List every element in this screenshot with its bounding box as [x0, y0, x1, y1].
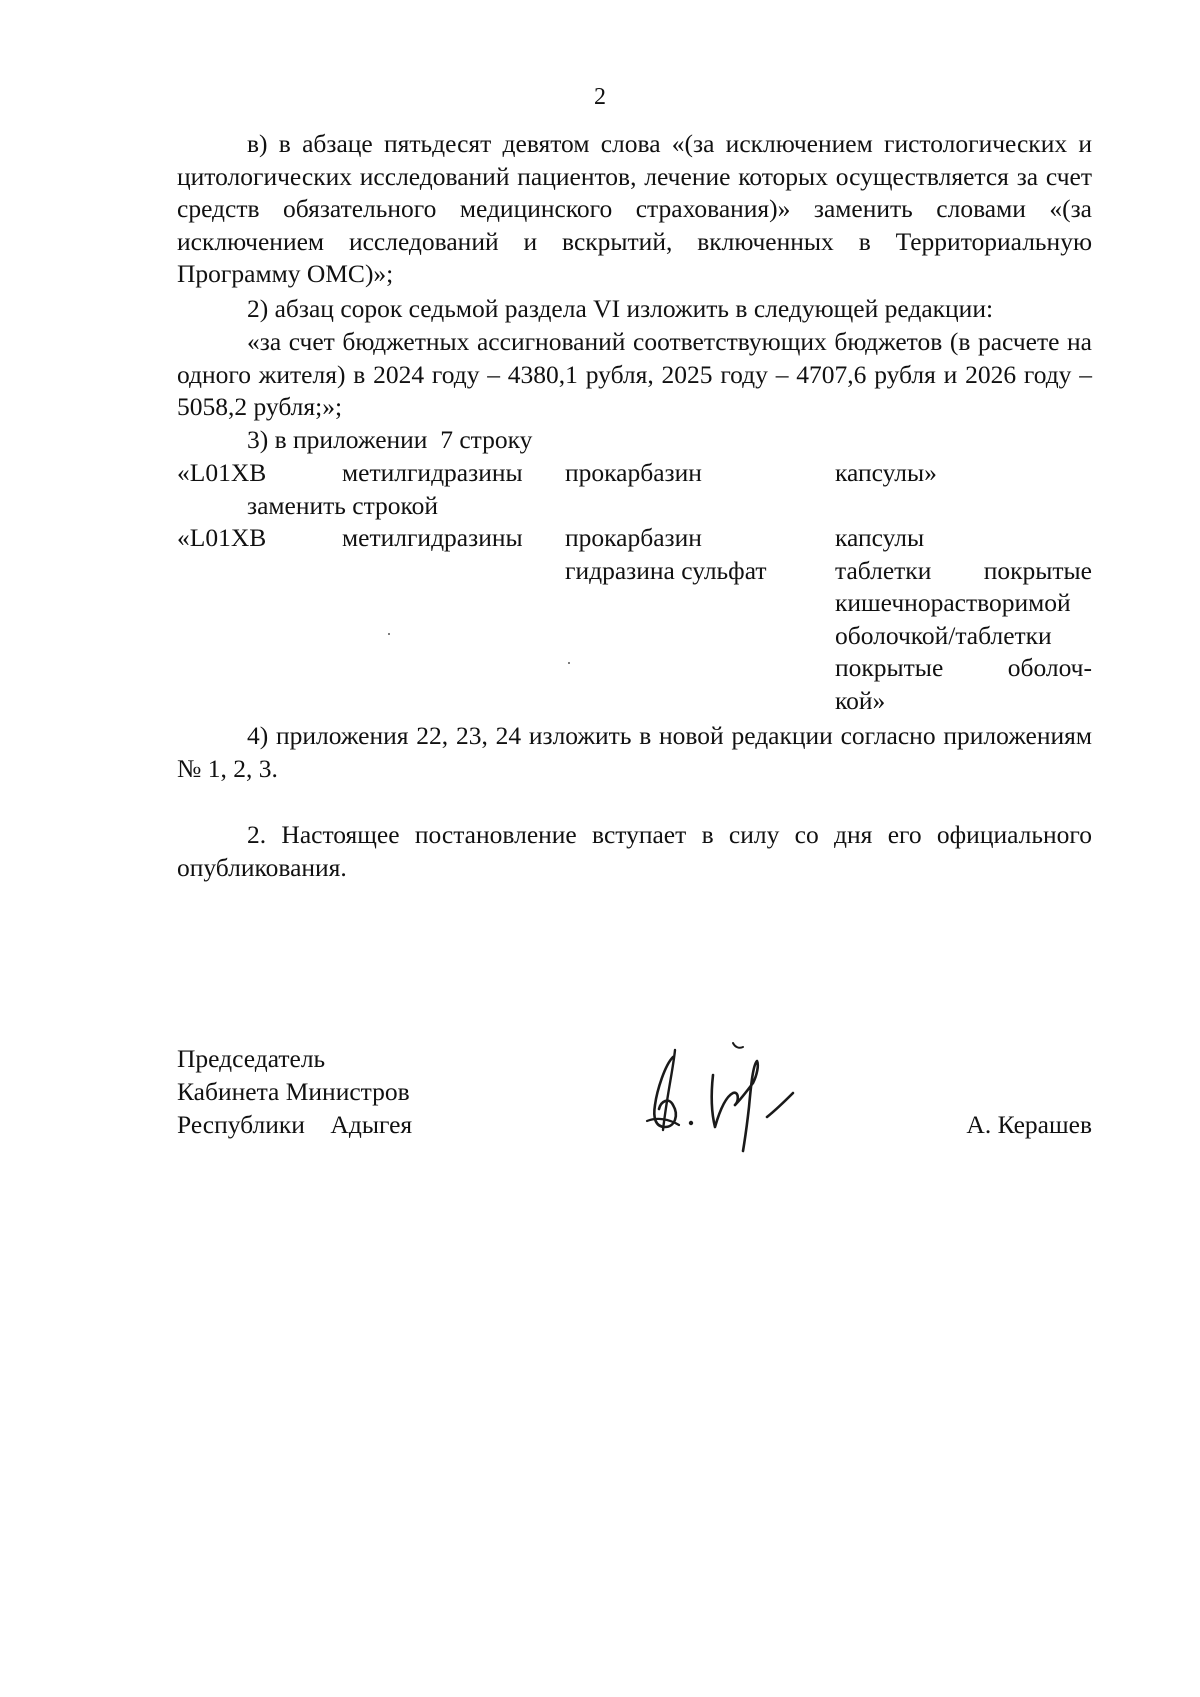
new-table-row: [177, 522, 1092, 722]
replace-with-text: заменить строкой: [247, 491, 439, 520]
new-row-form-line: кишечнорастворимой: [835, 588, 1071, 617]
new-row-form-line: капсулы: [835, 523, 925, 552]
new-row-group: метилгидразины: [342, 523, 523, 552]
scan-speck: [388, 633, 390, 635]
new-row-form-line: покрытые оболоч-: [835, 653, 1092, 682]
position-line: Кабинета Министров: [177, 1077, 410, 1106]
new-row-drug: прокарбазин: [565, 523, 702, 552]
old-row-form: капсулы»: [835, 458, 937, 487]
paragraph-item-4: 4) приложения 22, 23, 24 изложить в новой редакции согласно приложениям № 1, 2, 3.: [177, 721, 1092, 783]
paragraph-item-3: 3) в приложении 7 строку: [247, 425, 533, 454]
position-line: Республики Адыгея: [177, 1110, 413, 1139]
new-row-drug: гидразина сульфат: [565, 555, 767, 585]
old-row-drug: прокарбазин: [565, 458, 702, 487]
position-line: Председатель: [177, 1044, 326, 1073]
page-number: 2: [594, 84, 606, 110]
old-table-row: [177, 457, 1092, 490]
new-row-form-line: оболочкой/таблетки: [835, 620, 1052, 650]
signatory-position: [177, 1042, 412, 1141]
new-row-code: «L01XB: [177, 523, 267, 552]
paragraph-item-2: 2) абзац сорок седьмой раздела VI изложить в следующей редакции:: [247, 294, 994, 323]
handwritten-signature: [635, 1035, 810, 1155]
new-row-forms: [835, 522, 1092, 717]
old-row-code: «L01XB: [177, 458, 267, 487]
old-row-group: метилгидразины: [342, 458, 523, 487]
paragraph-item-2-quote: «за счет бюджетных ассигнований соответствующих бюджетов (в расчете на одного жителя) в 2024 году – 4380,1 рубля, 2025 году – 4707,6 рубля и 2026 году – 5058,2 рубля;»;: [177, 327, 1092, 421]
signer-name: А. Керашев: [966, 1110, 1092, 1139]
paragraph-item-v: в) в абзаце пятьдесят девятом слова «(за исключением гистологических и цитологических исследований пациентов, лечение которых осуществляется за счет средств обязательного медицинского страхования)» заменить словами «(за исключением исследований и вскрытий, включенных в Территориальную Программу ОМС)»;: [177, 129, 1092, 288]
new-row-drugs: [565, 522, 767, 587]
scan-speck: [568, 662, 570, 664]
new-row-form-line: таблетки покрытые: [835, 555, 1092, 585]
new-row-form-line: кой»: [835, 685, 886, 715]
paragraph-section-2: 2. Настоящее постановление вступает в силу со дня его официального опубликования.: [177, 820, 1092, 882]
